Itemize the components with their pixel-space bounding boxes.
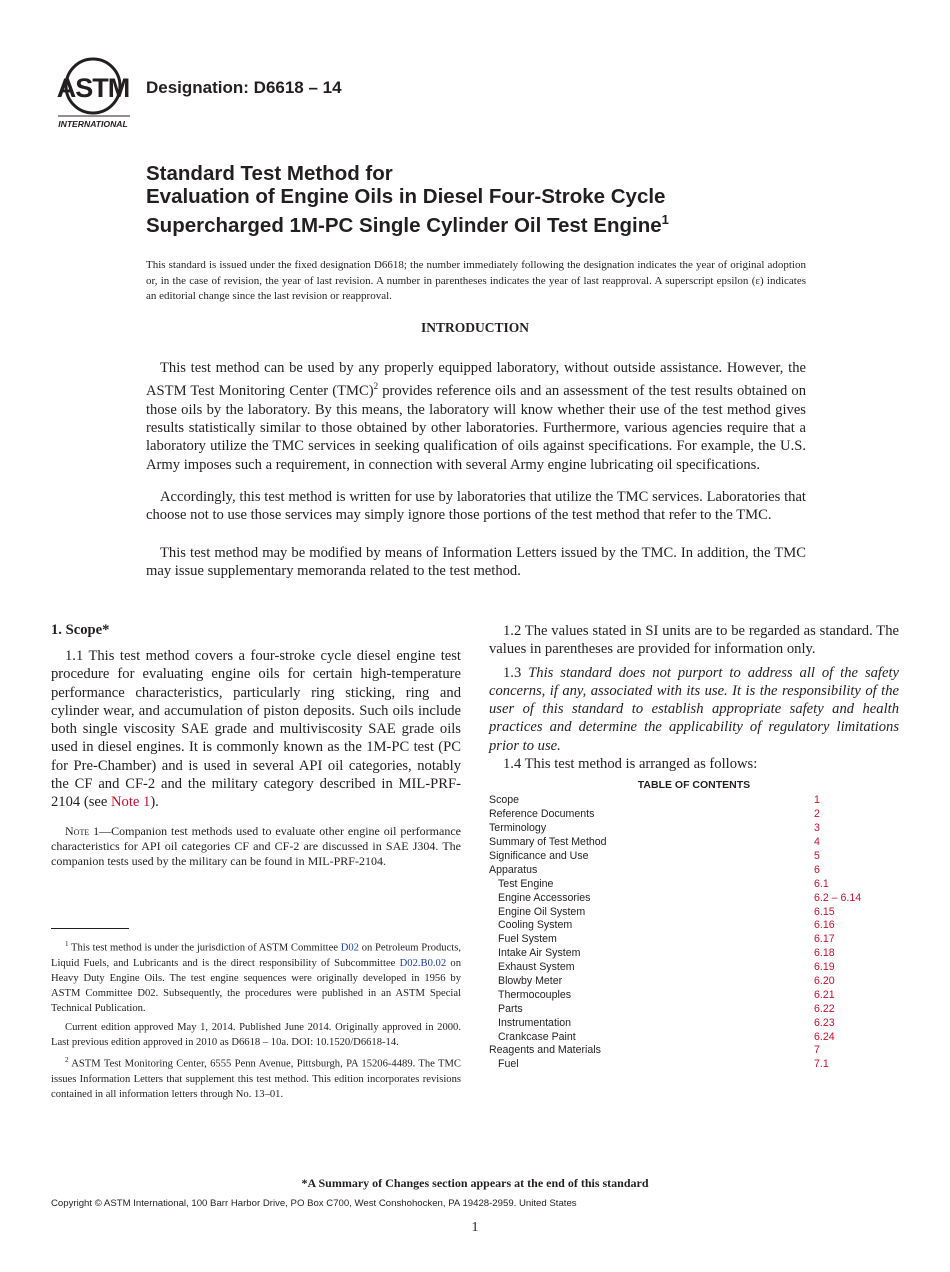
toc-row bbox=[489, 822, 899, 836]
svg-text:INTERNATIONAL: INTERNATIONAL bbox=[58, 119, 128, 129]
toc-section-link[interactable]: 2 bbox=[814, 808, 820, 821]
toc-label: Engine Accessories bbox=[498, 891, 591, 904]
toc-section-link[interactable]: 6.23 bbox=[814, 1016, 835, 1029]
note-1-link[interactable]: Note 1 bbox=[110, 794, 151, 811]
section-1-3-text: This standard does not purport to address all of the safety concerns, if any, associated with its use. It is the responsibility of the user of this standard to establish appropriate safety and health practices and determine the applicability of regulatory limitations prior to use. bbox=[489, 664, 899, 754]
toc-section-link[interactable]: 6.17 bbox=[814, 933, 835, 946]
toc-section-link[interactable]: 6 bbox=[814, 863, 820, 876]
intro-paragraph-3: This test method may be modified by means of Information Letters issued by the TMC. In addition, the TMC may issue supplementary memoranda related to the test method. bbox=[146, 545, 806, 580]
toc-row bbox=[489, 947, 899, 961]
section-1-1 bbox=[51, 647, 461, 812]
right-column bbox=[489, 622, 899, 1072]
toc-label: Scope bbox=[489, 794, 520, 807]
section-1-3 bbox=[489, 664, 899, 755]
toc-section-link[interactable]: 7 bbox=[814, 1044, 820, 1057]
toc-label: Fuel System bbox=[498, 933, 557, 946]
page-title bbox=[146, 162, 866, 237]
toc-section-link[interactable]: 6.21 bbox=[814, 988, 835, 1001]
toc-section-link[interactable]: 6.18 bbox=[814, 947, 835, 960]
title-line-2: Evaluation of Engine Oils in Diesel Four-Stroke Cycle bbox=[146, 185, 666, 208]
toc-row bbox=[489, 1003, 899, 1017]
footnote-1 bbox=[51, 937, 461, 1017]
toc-label: Significance and Use bbox=[489, 849, 589, 862]
toc-section-link[interactable]: 6.15 bbox=[814, 905, 835, 918]
designation: Designation: D6618 – 14 bbox=[146, 78, 342, 97]
toc-row bbox=[489, 906, 899, 920]
toc-section-link[interactable]: 6.16 bbox=[814, 919, 835, 932]
toc-label: Test Engine bbox=[498, 877, 554, 890]
astm-logo-icon bbox=[52, 52, 134, 132]
table-of-contents bbox=[489, 794, 899, 1072]
section-1-4: 1.4 This test method is arranged as follows: bbox=[503, 756, 758, 773]
toc-label: Reference Documents bbox=[489, 808, 595, 821]
intro-paragraph-2: Accordingly, this test method is written for use by laboratories that utilize the TMC services. Laboratories that choose not to use those services may simply ignore those portions of the test method that refer to the TMC. bbox=[146, 489, 806, 524]
toc-section-link[interactable]: 6.19 bbox=[814, 961, 835, 974]
toc-row bbox=[489, 1031, 899, 1045]
note-1 bbox=[51, 824, 461, 870]
toc-row bbox=[489, 808, 899, 822]
footnotes bbox=[51, 937, 461, 1102]
note-1-text: 1—Companion test methods used to evaluate other engine oil performance characteristics for API oil categories CF and CF-2 are discussed in SAE J304. The companion tests used by the military can be found in MIL-PRF-2104. bbox=[51, 823, 461, 869]
preface-text: This standard is issued under the fixed designation D6618; the number immediately following the designation indicates the year of original adoption or, in the case of revision, the year of last revision. A number in parentheses indicates the year of last reapproval. A superscript epsilon (ε) indicates an editorial change since the last revision or reapproval. bbox=[146, 259, 806, 302]
intro-p1-before: This test method can be used by any properly equipped laboratory, without outside assistance. However, the ASTM Test Monitoring Center (TMC) bbox=[146, 360, 806, 400]
note-1-label: Note bbox=[65, 823, 90, 838]
introduction-heading: INTRODUCTION bbox=[420, 320, 529, 335]
footnote-2-text: ASTM Test Monitoring Center, 6555 Penn Avenue, Pittsburgh, PA 15206-4489. The TMC issues Information Letters that supplement this test method. This edition incorporates revisions contained in all information letters through No. 13–01. bbox=[51, 1058, 461, 1100]
toc-row bbox=[489, 864, 899, 878]
toc-section-link[interactable]: 4 bbox=[814, 836, 820, 849]
toc-label: Cooling System bbox=[498, 919, 573, 932]
toc-label: Blowby Meter bbox=[498, 974, 563, 987]
toc-section-link[interactable]: 6.2 – 6.14 bbox=[814, 891, 862, 904]
toc-row bbox=[489, 989, 899, 1003]
intro-paragraph-1 bbox=[146, 359, 806, 474]
footnote-divider bbox=[51, 928, 129, 929]
toc-label: Parts bbox=[498, 1002, 523, 1015]
footnote-2 bbox=[51, 1053, 461, 1102]
toc-label: Instrumentation bbox=[498, 1016, 572, 1029]
toc-section-link[interactable]: 6.24 bbox=[814, 1030, 835, 1043]
edition-note: Current edition approved May 1, 2014. Published June 2014. Originally approved in 2000. Last previous edition approved in 2010 as D6618 – 10a. DOI: 10.1520/D6618-14. bbox=[51, 1021, 461, 1048]
toc-section-link[interactable]: 5 bbox=[814, 849, 820, 862]
toc-row bbox=[489, 892, 899, 906]
footnote-1-b: on Petroleum Products, Liquid Fuels, and Lubricants and is the direct responsibility of Subcommittee bbox=[51, 942, 461, 969]
toc-label: Thermocouples bbox=[498, 988, 572, 1001]
toc-label: Apparatus bbox=[489, 863, 538, 876]
toc-row bbox=[489, 975, 899, 989]
copyright: Copyright © ASTM International, 100 Barr Harbor Drive, PO Box C700, West Conshohocken, PA 19428-2959. United States bbox=[51, 1198, 577, 1209]
title-footnote-mark: 1 bbox=[661, 212, 669, 227]
toc-section-link[interactable]: 1 bbox=[814, 794, 820, 807]
footnote-1-c: on Heavy Duty Engine Oils. The test engine sequences were originally developed in 1956 by ASTM Committee D02. Subsequently, the procedures were published in an ASTM Special Technical Publication. bbox=[51, 957, 461, 1015]
intro-p1-sup: 2 bbox=[373, 381, 379, 392]
toc-section-link[interactable]: 6.22 bbox=[814, 1002, 835, 1015]
toc-section-link[interactable]: 3 bbox=[814, 822, 820, 835]
svg-text:ASTM: ASTM bbox=[56, 73, 130, 103]
title-line-3 bbox=[146, 208, 866, 237]
subcommittee-link[interactable]: D02.B0.02 bbox=[399, 957, 447, 969]
toc-row bbox=[489, 961, 899, 975]
title-line-3-text: Supercharged 1M-PC Single Cylinder Oil Test Engine bbox=[146, 213, 662, 237]
title-line-1: Standard Test Method for bbox=[146, 162, 393, 185]
intro-p1-after: provides reference oils and an assessment of the test results obtained on those oils by the laboratory. By this means, the laboratory will know whether their use of the test method gives results statistically similar to those obtained by other laboratories. Furthermore, various agencies require that a laboratory utilize the TMC services in seeking qualification of oils against specifications. For example, the U.S. Army imposes such a requirement, in connection with several Army engine lubricating oil specifications. bbox=[146, 383, 806, 473]
toc-label: Terminology bbox=[489, 822, 547, 835]
footnote-2-mark: 2 bbox=[65, 1055, 69, 1064]
page-number: 1 bbox=[471, 1220, 479, 1235]
toc-row bbox=[489, 933, 899, 947]
toc-row bbox=[489, 1058, 899, 1072]
toc-label: Reagents and Materials bbox=[489, 1044, 601, 1057]
toc-row bbox=[489, 919, 899, 933]
toc-label: Fuel bbox=[498, 1058, 519, 1071]
section-1-1-end: ). bbox=[150, 794, 159, 811]
toc-row bbox=[489, 836, 899, 850]
summary-of-changes-note: *A Summary of Changes section appears at the end of this standard bbox=[301, 1176, 649, 1190]
toc-row bbox=[489, 850, 899, 864]
toc-label: Intake Air System bbox=[498, 947, 581, 960]
committee-d02-link[interactable]: D02 bbox=[340, 942, 359, 954]
section-1-3-num: 1.3 bbox=[503, 664, 529, 681]
toc-label: Summary of Test Method bbox=[489, 836, 607, 849]
toc-row bbox=[489, 794, 899, 808]
toc-label: Exhaust System bbox=[498, 961, 575, 974]
toc-section-link[interactable]: 7.1 bbox=[814, 1058, 829, 1071]
toc-row bbox=[489, 1017, 899, 1031]
toc-title: TABLE OF CONTENTS bbox=[637, 779, 751, 792]
footnote-1-mark: 1 bbox=[65, 940, 69, 948]
toc-label: Crankcase Paint bbox=[498, 1030, 576, 1043]
toc-section-link[interactable]: 6.20 bbox=[814, 974, 835, 987]
section-1-2: 1.2 The values stated in SI units are to be regarded as standard. The values in parentheses are provided for information only. bbox=[489, 623, 899, 658]
toc-section-link[interactable]: 6.1 bbox=[814, 877, 829, 890]
toc-row bbox=[489, 878, 899, 892]
toc-label: Engine Oil System bbox=[498, 905, 586, 918]
astm-logo bbox=[52, 52, 134, 132]
left-column bbox=[51, 622, 461, 870]
scope-heading: 1. Scope* bbox=[51, 622, 110, 638]
section-1-1-text: 1.1 This test method covers a four-stroke cycle diesel engine test procedure for evaluating engine oils for certain high-temperature performance characteristics, particularly ring sticking, ring and cylinder wear, and accumulation of piston deposits. Such oils include both single viscosity SAE grade and multiviscosity SAE grade oils used in diesel engines. It is commonly known as the 1M-PC test (PC for Pre-Chamber) and is used in several API oil categories, notably the CF and CF-2 and the military category described in MIL-PRF-2104 (see bbox=[51, 648, 461, 811]
toc-row bbox=[489, 1044, 899, 1058]
footnote-1-a: This test method is under the jurisdiction of ASTM Committee bbox=[68, 942, 341, 954]
